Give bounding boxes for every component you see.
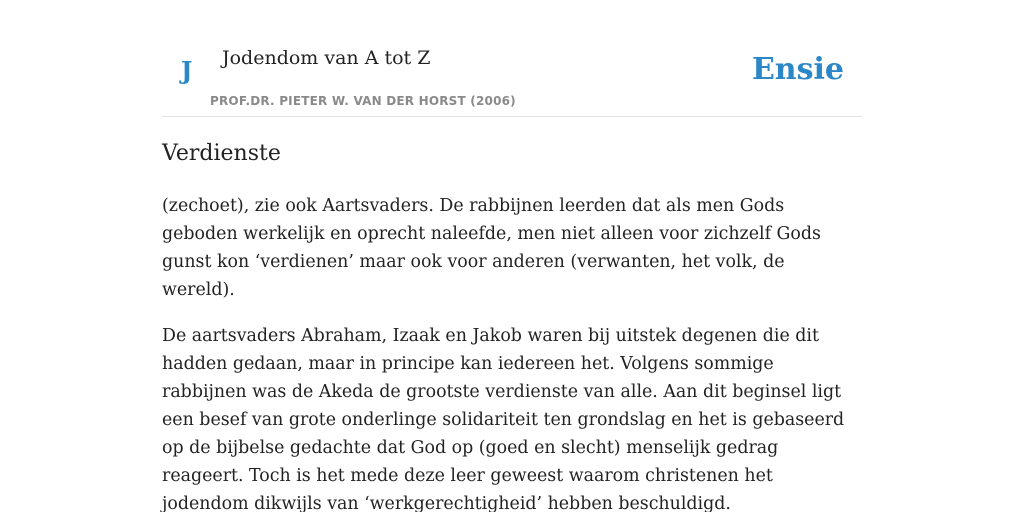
ensie-logo-link[interactable]: Ensie <box>751 52 844 87</box>
book-header <box>162 0 862 117</box>
article-paragraph: (zechoet), zie ook Aartsvaders. De rabbijnen leerden dat als men Gods geboden werkelijk en oprecht naleefde, men niet alleen voor zichzelf Gods gunst kon ‘verdienen’ maar ook voor anderen (verwanten, het volk, de wereld). <box>162 196 821 300</box>
article-body <box>162 192 862 512</box>
book-author: PROF.DR. PIETER W. VAN DER HORST (2006) <box>210 94 516 108</box>
book-letter-icon[interactable]: J <box>181 56 193 85</box>
article-paragraph: De aartsvaders Abraham, Izaak en Jakob waren bij uitstek degenen die dit hadden gedaan, maar in principe kan iedereen het. Volgens sommige rabbijnen was de Akeda de grootste verdienste van alle. Aan dit beginsel ligt een besef van grote onderlinge solidariteit ten grondslag en het is gebaseerd op de bijbelse gedachte dat God op (goed en slecht) menselijk gedrag reageert. Toch is het mede deze leer geweest waarom christenen het jodendom dikwijls van ‘werkgerechtigheid’ hebben beschuldigd. <box>162 326 845 512</box>
article-title: Verdienste <box>162 141 281 166</box>
book-title-link[interactable]: Jodendom van A tot Z <box>222 47 431 69</box>
